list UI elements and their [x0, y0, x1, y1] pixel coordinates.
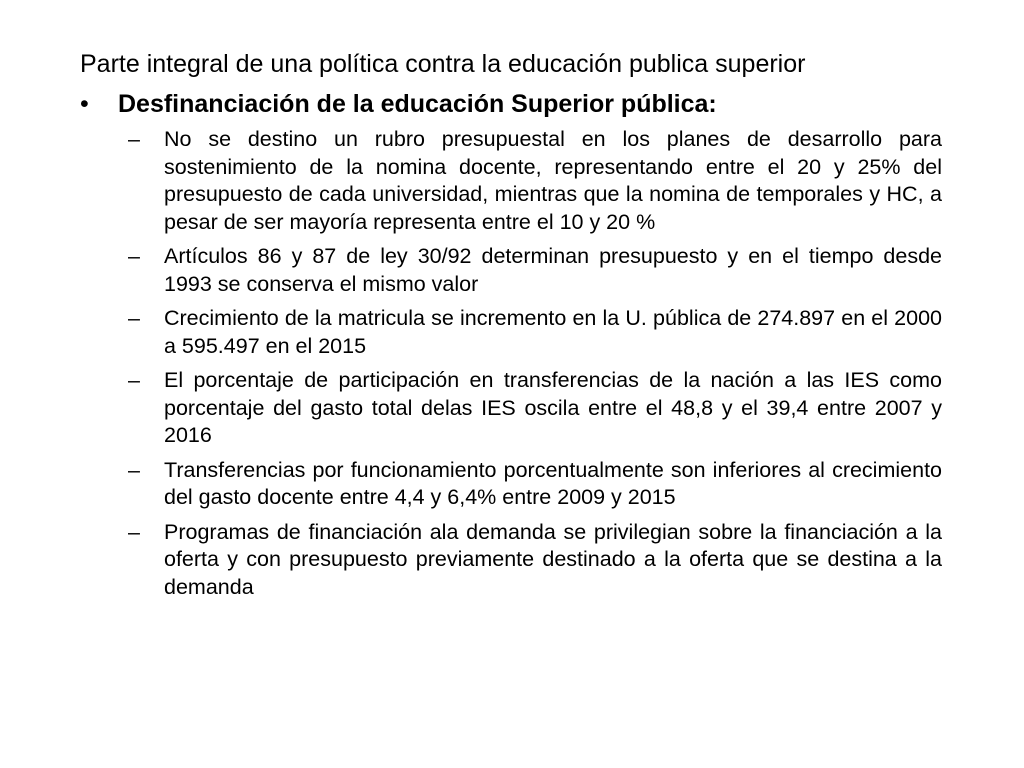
bullet-heading — [80, 88, 940, 120]
dash-icon: – — [128, 368, 140, 392]
intro-text: Parte integral de una política contra la educación publica superior — [80, 50, 806, 78]
list-item — [128, 457, 942, 512]
dash-icon: – — [128, 457, 140, 482]
list-item — [128, 305, 942, 360]
dash-icon: – — [128, 127, 140, 151]
sub-bullet-list — [128, 126, 942, 608]
list-item-text: Transferencias por funcionamiento porcentualmente son inferiores al crecimiento del gasto docente entre 4,4 y 6,4% entre 2009 y 2015 — [164, 457, 942, 509]
dash-icon: – — [128, 519, 140, 544]
list-item — [128, 243, 942, 298]
list-item-text: El porcentaje de participación en transferencias de la nación a las IES como porcentaje del gasto total delas IES oscila entre el 48,8 y el 39,4 entre 2007 y 2016 — [164, 368, 942, 447]
list-item — [128, 367, 942, 450]
bullet-icon: • — [80, 90, 89, 118]
dash-icon: – — [128, 244, 140, 268]
list-item-text: No se destino un rubro presupuestal en los planes de desarrollo para sostenimiento de la nomina docente, representando entre el 20 y 25% del presupuesto de cada universidad, mientras que la nomina de temporales y HC, a pesar de ser mayoría representa entre el 10 y 20 % — [164, 127, 942, 234]
list-item — [128, 519, 942, 602]
dash-icon: – — [128, 306, 140, 330]
list-item-text: Crecimiento de la matricula se incremento en la U. pública de 274.897 en el 2000 a 595.497 en el 2015 — [164, 306, 942, 358]
list-item — [128, 126, 942, 236]
list-item-text: Programas de financiación ala demanda se privilegian sobre la financiación a la oferta y con presupuesto previamente destinado a la oferta que se destina a la demanda — [164, 519, 942, 599]
list-item-text: Artículos 86 y 87 de ley 30/92 determinan presupuesto y en el tiempo desde 1993 se conserva el mismo valor — [164, 244, 942, 296]
heading-text: Desfinanciación de la educación Superior pública: — [118, 90, 717, 118]
